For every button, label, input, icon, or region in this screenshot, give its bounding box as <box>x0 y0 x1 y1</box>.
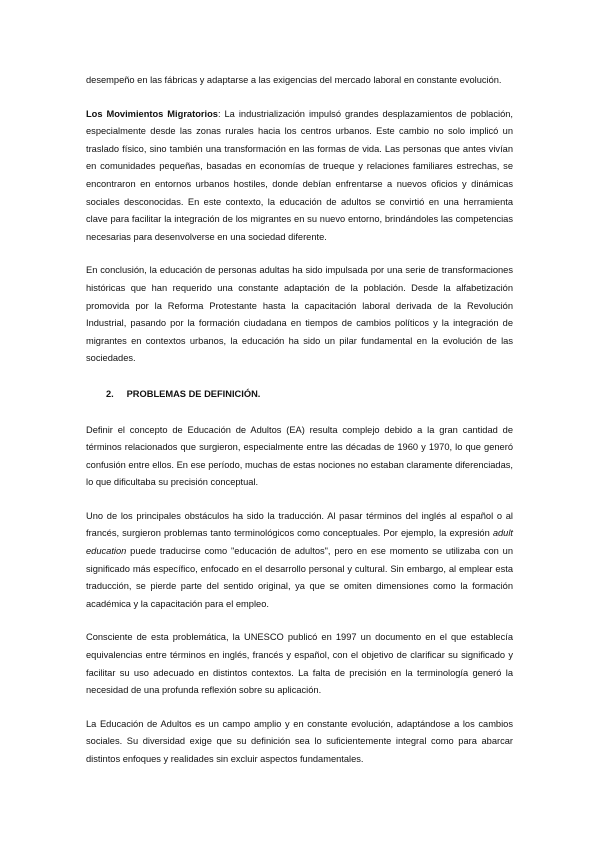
paragraph-movimientos-migratorios <box>86 106 513 247</box>
lead-colon: : <box>217 108 221 119</box>
paragraph-campo: La Educación de Adultos es un campo amplio y en constante evolución, adaptándose a los cambios sociales. Su diversidad exige que su definición sea lo suficientemente integral como para abarcar distintos enfoques y realidades sin excluir aspectos fundamentales. <box>86 718 513 764</box>
paragraph-text-before: Uno de los principales obstáculos ha sido la traducción. Al pasar términos del inglés al español o al francés, surgieron problemas tanto terminológicos como conceptuales. Por ejemplo, la expresión <box>86 510 513 539</box>
section-heading <box>86 386 513 404</box>
paragraph-traduccion <box>86 508 513 614</box>
paragraph-conclusion: En conclusión, la educación de personas adultas ha sido impulsada por una serie de transformaciones históricas que han requerido una constante adaptación de la población. Desde la alfabetización promovida por la Reforma Protestante hasta la capacitación laboral derivada de la Revolución Industrial, pasando por la formación ciudadana en tiempos de cambios políticos y la integración de migrantes en contextos urbanos, la educación ha sido un pilar fundamental en la evolución de las sociedades. <box>86 265 513 364</box>
paragraph-definir: Definir el concepto de Educación de Adultos (EA) resulta complejo debido a la gran cantidad de términos relacionados que surgieron, especialmente entre las décadas de 1960 y 1970, lo que generó confusión entre ellos. En ese período, muchas de estas nociones no estaban claramente diferenciadas, lo que dificultaba su precisión conceptual. <box>86 424 513 488</box>
term-adult-education: adult education <box>86 528 513 557</box>
paragraph-lead-term: Los Movimientos Migratorios <box>86 108 218 119</box>
section-title: PROBLEMAS DE DEFINICIÓN. <box>126 388 261 399</box>
section-number: 2. <box>106 388 114 399</box>
paragraph-text-after: puede traducirse como "educación de adultos", pero en ese momento se utilizaba con un significado más específico, enfocado en el desarrollo personal y cultural. Sin embargo, al emplear esta traducción, se pierde parte del sentido original, ya que se omiten dimensiones como la formación académica y la capacitación para el empleo. <box>86 546 513 609</box>
paragraph-unesco: Consciente de esta problemática, la UNESCO publicó en 1997 un documento en el que establecía equivalencias entre términos en inglés, francés y español, con el objetivo de clarificar su significado y facilitar su uso adecuado en distintos contextos. La falta de precisión en la terminología generó la necesidad de una profunda reflexión sobre su aplicación. <box>86 632 513 696</box>
paragraph-continuation: desempeño en las fábricas y adaptarse a las exigencias del mercado laboral en constante evolución. <box>86 75 502 85</box>
paragraph-body: La industrialización impulsó grandes desplazamientos de población, especialmente desde las zonas rurales hacia los centros urbanos. Este cambio no solo implicó un traslado físico, sino también una transformación en las formas de vida. Las personas que antes vivían en comunidades pequeñas, basadas en economías de trueque y relaciones familiares estrechas, se encontraron en entornos urbanos hostiles, donde debían enfrentarse a nuevos oficios y dinámicas sociales desconocidas. En este contexto, la educación de adultos se convirtió en una herramienta clave para facilitar la integración de los migrantes en su nuevo entorno, brindándoles las competencias necesarias para desenvolverse en una sociedad diferente. <box>86 108 513 242</box>
